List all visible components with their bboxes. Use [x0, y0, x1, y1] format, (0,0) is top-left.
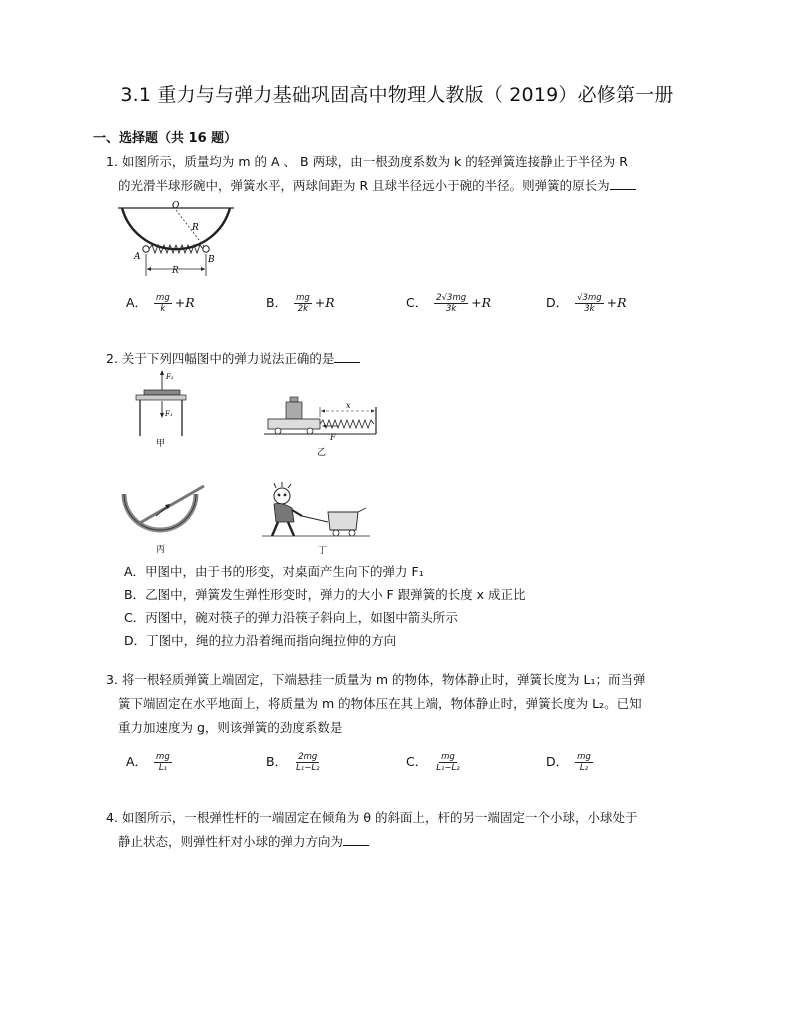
cart-wheel: [349, 530, 355, 536]
denominator: 3k: [584, 304, 595, 314]
wheel-right: [307, 428, 313, 434]
q2-option-b[interactable]: B．乙图中，弹簧发生弹性形变时，弹力的大小 F 跟弹簧的长度 x 成正比: [124, 587, 526, 602]
numerator: 2√3mg: [436, 293, 467, 303]
cart: [268, 419, 320, 429]
q3-option-a[interactable]: [126, 752, 175, 773]
q1-answer-blank: [610, 177, 636, 190]
cart: [328, 512, 358, 530]
option-tail: +R: [471, 295, 492, 310]
numerator: 2mg: [298, 752, 318, 762]
option-tail: +R: [314, 295, 335, 310]
section-heading: 一、选择题（共 16 题）: [93, 131, 238, 146]
person-head: [274, 488, 290, 504]
q3-text-line1: [106, 670, 646, 688]
q1-option-b[interactable]: [266, 293, 335, 314]
q4-answer-blank: [343, 833, 369, 846]
weight-top: [290, 397, 298, 402]
numerator: mg: [296, 293, 310, 303]
q3-option-d[interactable]: [546, 752, 596, 773]
q1-option-d[interactable]: [546, 293, 627, 314]
denominator: L₁−L₂: [296, 763, 320, 773]
person-eye: [278, 494, 281, 497]
q3-number: 3.: [106, 672, 118, 687]
q1-line1: 如图所示，质量均为 m 的 A 、 B 两球，由一根劲度系数为 k 的轻弹簧连接静止于半径为 R: [121, 154, 628, 169]
option-label: A．: [126, 295, 148, 310]
arrow-f2-head: [160, 370, 164, 375]
q3-line2: 簧下端固定在水平地面上，将质量为 m 的物体压在其上端，物体静止时，弹簧长度为 L₂。已知: [118, 696, 642, 711]
caption-bing: 丙: [156, 545, 166, 555]
x-arrow-left: [321, 410, 325, 413]
q1-text-line2: [118, 176, 636, 194]
label-o: O: [172, 201, 180, 211]
q4-text-line2: [118, 832, 369, 850]
label-x: x: [346, 401, 351, 410]
person-hair: [274, 482, 291, 488]
q4-number: 4.: [106, 810, 118, 825]
book: [144, 390, 180, 395]
caption-jia: 甲: [156, 439, 166, 448]
dim-arrow-left: [147, 267, 151, 271]
numerator: mg: [156, 752, 170, 762]
fraction: [434, 293, 468, 314]
table-top: [136, 395, 186, 400]
q2-figure-bing: [118, 480, 210, 556]
option-label: C．: [406, 754, 428, 769]
arrow-f-head: [322, 425, 326, 428]
denominator: k: [160, 304, 166, 314]
q4-text-line1: [106, 808, 638, 826]
fraction: [294, 293, 312, 314]
denominator: L₂: [579, 763, 589, 773]
person-leg: [288, 522, 294, 536]
label-a: A: [134, 252, 141, 262]
option-label: B．: [266, 295, 288, 310]
denominator: 2k: [297, 304, 309, 314]
wheel-left: [275, 428, 281, 434]
cart-wheel: [333, 530, 339, 536]
arrow-f1-head: [160, 413, 164, 418]
person-arm: [292, 510, 302, 516]
q2-figure-yi: [262, 393, 380, 459]
q1-option-c[interactable]: [406, 293, 491, 314]
fraction: [434, 752, 461, 773]
q2-figure-jia: [130, 368, 190, 448]
page-title: 3.1 重力与与弹力基础巩固高中物理人教版（ 2019）必修第一册: [120, 84, 674, 106]
denominator: L₁: [158, 763, 167, 773]
fraction: [154, 752, 172, 773]
numerator: mg: [156, 293, 170, 303]
q1-option-a[interactable]: [126, 293, 195, 314]
ball-b: [203, 246, 209, 252]
option-label: A．: [126, 754, 148, 769]
numerator: mg: [441, 752, 455, 762]
person-body: [274, 504, 294, 523]
q2-option-a[interactable]: A．甲图中，由于书的形变，对桌面产生向下的弹力 F₁: [124, 564, 424, 579]
fraction: [294, 752, 321, 773]
q2-figure-ding: [258, 478, 376, 558]
q2-option-d[interactable]: D．丁图中，绳的拉力沿着绳而指向绳拉伸的方向: [124, 633, 397, 648]
bowl-arc: [122, 208, 230, 249]
label-r-radius: R: [192, 223, 199, 233]
x-arrow-right: [371, 410, 375, 413]
q2-stem: 关于下列四幅图中的弹力说法正确的是: [121, 351, 335, 366]
option-label: B．: [266, 754, 288, 769]
person-eye: [284, 494, 287, 497]
person-leg: [272, 522, 278, 536]
weight: [286, 402, 302, 419]
q4-line2: 静止状态，则弹性杆对小球的弹力方向为: [118, 834, 344, 849]
fraction: [154, 293, 172, 314]
denominator: L₁−L₂: [436, 763, 460, 773]
label-f2: F₂: [166, 373, 174, 381]
ball-a: [143, 246, 149, 252]
fraction: [575, 293, 604, 314]
label-r-dim: R: [172, 266, 179, 276]
option-label: D．: [546, 295, 569, 310]
denominator: 3k: [446, 304, 457, 314]
q2-option-c[interactable]: C．丙图中，碗对筷子的弹力沿筷子斜向上，如图中箭头所示: [124, 610, 458, 625]
q3-option-b[interactable]: [266, 752, 324, 773]
q3-option-c[interactable]: [406, 752, 465, 773]
option-label: D．: [546, 754, 569, 769]
q4-line1: 如图所示，一根弹性杆的一端固定在倾角为 θ 的斜面上，杆的另一端固定一个小球，小球处于: [121, 810, 638, 825]
radius-line: [176, 210, 206, 249]
label-b: B: [208, 255, 215, 265]
rope: [302, 516, 328, 522]
q1-figure-bowl: [116, 200, 236, 282]
option-tail: +R: [174, 295, 195, 310]
dim-arrow-right: [201, 267, 205, 271]
q3-line3: 重力加速度为 g，则该弹簧的劲度系数是: [118, 720, 343, 735]
q3-line1: 将一根轻质弹簧上端固定，下端悬挂一质量为 m 的物体，物体静止时，弹簧长度为 L₁；而当弹: [121, 672, 646, 687]
label-f1: F₁: [165, 410, 173, 418]
q2-answer-blank: [334, 350, 360, 363]
cart-handle: [358, 508, 366, 512]
option-tail: +R: [606, 295, 627, 310]
q1-line2: 的光滑半球形碗中，弹簧水平，两球间距为 R 且球半径远小于碗的半径。则弹簧的原长为: [118, 178, 610, 193]
q2-text: [106, 349, 360, 367]
caption-ding: 丁: [318, 546, 328, 556]
fraction: [575, 752, 593, 773]
numerator: √3mg: [577, 293, 602, 303]
caption-yi: 乙: [317, 448, 327, 458]
option-label: C．: [406, 295, 428, 310]
numerator: mg: [577, 752, 591, 762]
q1-number: 1.: [106, 154, 118, 169]
spring: [320, 420, 374, 428]
label-f: F: [330, 433, 336, 442]
q1-text-line1: [106, 152, 628, 170]
q2-number: 2.: [106, 351, 118, 366]
q3-text-line3: [118, 718, 342, 736]
